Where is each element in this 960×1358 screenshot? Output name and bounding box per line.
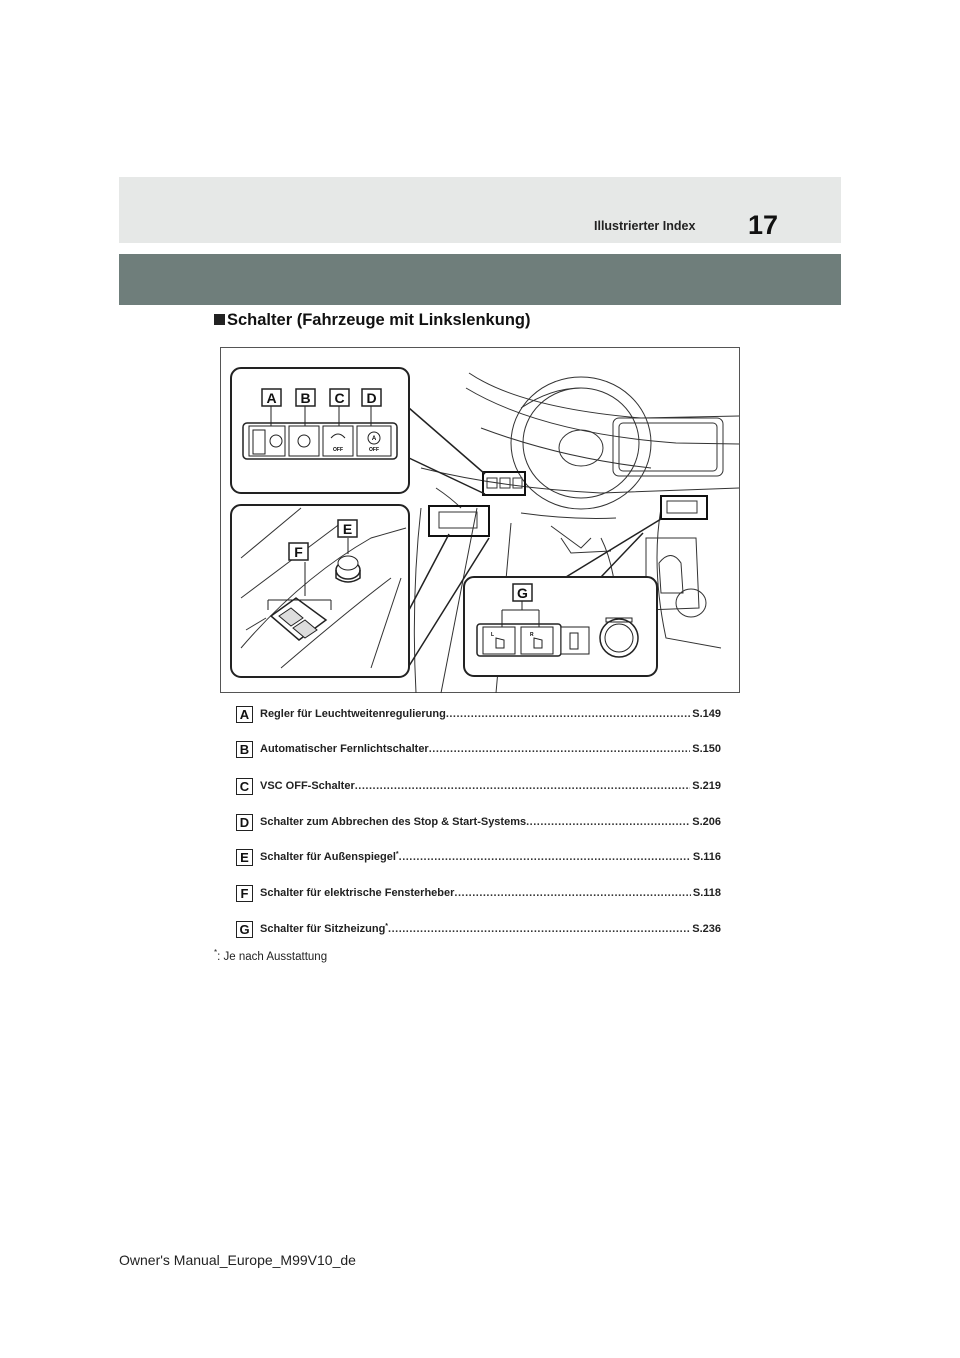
- callout-c: C: [334, 390, 345, 406]
- vsc-off-text: OFF: [333, 447, 343, 453]
- item-page: S.116: [692, 851, 721, 863]
- callout-d: D: [366, 390, 377, 406]
- stop-start-symbol-text: A: [371, 436, 377, 442]
- item-letter: F: [236, 885, 253, 902]
- footnote: [214, 948, 327, 963]
- callout-e: E: [342, 521, 353, 537]
- square-marker-icon: [214, 314, 225, 325]
- header-bar: [119, 177, 841, 243]
- item-page: S.219: [692, 780, 721, 792]
- item-page: S.206: [692, 816, 721, 828]
- list-item: [236, 885, 721, 905]
- item-page: S.118: [692, 887, 721, 899]
- item-text: VSC OFF-Schalter: [260, 780, 355, 792]
- callout-a: A: [266, 390, 277, 406]
- item-letter: C: [236, 778, 253, 795]
- item-page: S.150: [692, 743, 721, 755]
- item-letter: A: [236, 706, 253, 723]
- chapter-band: [119, 254, 841, 305]
- footer-text: Owner's Manual_Europe_M99V10_de: [119, 1252, 356, 1268]
- item-text: Schalter für Sitzheizung: [260, 923, 386, 935]
- list-item: [236, 706, 721, 726]
- item-text: Automatischer Fernlichtschalter: [260, 743, 429, 755]
- item-text: Schalter für elektrische Fensterheber: [260, 887, 455, 899]
- item-page: S.236: [692, 923, 721, 935]
- callout-f: F: [294, 544, 303, 560]
- header-section-title: Illustrierter Index: [594, 219, 696, 233]
- list-item: E Schalter für Außenspiegel * ..... S.116: [236, 849, 721, 869]
- page-number: 17: [748, 210, 779, 240]
- callout-g: G: [517, 585, 528, 601]
- item-text: Regler für Leuchtweitenregulierung: [260, 708, 446, 720]
- heater-left-text: L: [491, 632, 495, 638]
- item-page: S.149: [692, 708, 721, 720]
- item-letter: D: [236, 814, 253, 831]
- heater-right-text: R: [530, 632, 534, 638]
- item-letter: E: [236, 849, 253, 866]
- list-item: [236, 814, 721, 834]
- footnote-text: : Je nach Ausstattung: [217, 950, 328, 963]
- item-letter: G: [236, 921, 253, 938]
- switch-illustration: [220, 347, 740, 693]
- item-text: Schalter zum Abbrechen des Stop & Start-Systems: [260, 816, 527, 828]
- section-title: [214, 311, 530, 330]
- footnote-star: *: [214, 948, 218, 957]
- callout-b: B: [300, 390, 311, 406]
- item-text: Schalter für Außenspiegel: [260, 851, 396, 863]
- list-item: [236, 741, 721, 761]
- list-item: [236, 778, 721, 798]
- stop-start-off-text: OFF: [369, 447, 379, 453]
- list-item: G Schalter für Sitzheizung * ..... S.236: [236, 921, 721, 941]
- section-title-text: Schalter (Fahrzeuge mit Linkslenkung): [227, 311, 531, 329]
- item-letter: B: [236, 741, 253, 758]
